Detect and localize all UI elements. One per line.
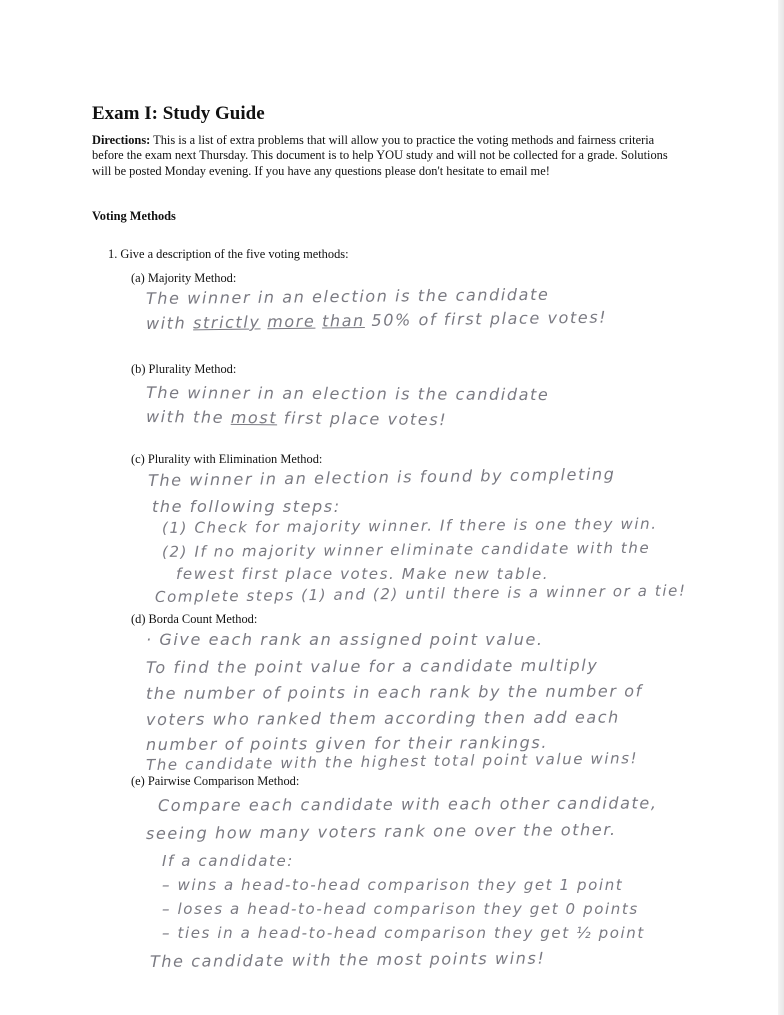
answer-c-line-5: fewest first place votes. Make new table. xyxy=(176,565,550,583)
answer-b-text-rest: first place votes! xyxy=(283,408,448,430)
answer-a-text-rest: 50% of first place votes! xyxy=(371,307,608,330)
answer-e-line-6: – ties in a head-to-head comparison they get ½ point xyxy=(162,924,645,942)
part-c-label: (c) Plurality with Elimination Method: xyxy=(131,452,323,466)
directions-label: Directions: xyxy=(92,133,151,147)
page-edge-shadow xyxy=(778,0,784,1015)
answer-e-line-2: seeing how many voters rank one over the other. xyxy=(145,819,617,843)
directions-paragraph xyxy=(92,133,682,179)
answer-e-line-1: Compare each candidate with each other candidate, xyxy=(157,793,658,815)
part-e-label: (e) Pairwise Comparison Method: xyxy=(131,774,300,788)
part-a-label: (a) Majority Method: xyxy=(131,271,237,285)
answer-d-line-6: The candidate with the highest total point value wins! xyxy=(145,749,639,774)
answer-d-line-2: To find the point value for a candidate multiply xyxy=(145,655,599,677)
answer-c-line-1: The winner in an election is found by completing xyxy=(147,464,616,490)
directions-text: This is a list of extra problems that will allow you to practice the voting methods and fairness criteria before the exam next Thursday. This document is to help YOU study and will not be collected for a grade. Solutions will be posted Monday evening. If you have any questions please don't hesitate to email me! xyxy=(92,133,668,178)
answer-e-line-3: If a candidate: xyxy=(162,852,294,870)
answer-a-text-with: with xyxy=(145,313,187,333)
part-b-label: (b) Plurality Method: xyxy=(131,362,237,376)
answer-a-text-more: more xyxy=(267,311,316,332)
page-title: Exam I: Study Guide xyxy=(92,103,265,124)
part-d-label: (d) Borda Count Method: xyxy=(131,612,258,626)
answer-b-line-2 xyxy=(146,407,447,429)
answer-d-line-5: number of points given for their rankings. xyxy=(145,732,549,754)
answer-d-line-1: · Give each rank an assigned point value. xyxy=(146,630,544,649)
answer-b-line-1: The winner in an election is the candidate xyxy=(145,383,550,405)
answer-d-line-4: voters who ranked them according then add each xyxy=(145,707,620,729)
answer-a-text-strictly: strictly xyxy=(192,312,261,333)
answer-a-text-than: than xyxy=(321,310,365,331)
answer-e-line-5: – loses a head-to-head comparison they get 0 points xyxy=(162,900,639,918)
answer-a-line-1: The winner in an election is the candidate xyxy=(145,284,550,308)
answer-a-line-2 xyxy=(146,308,607,333)
answer-b-text-most: most xyxy=(230,407,278,428)
answer-c-line-6: Complete steps (1) and (2) until there is a winner or a tie! xyxy=(154,581,687,606)
answer-c-line-3: (1) Check for majority winner. If there is one they win. xyxy=(161,514,658,537)
answer-b-text-with-the: with the xyxy=(145,407,225,427)
answer-c-line-2: the following steps: xyxy=(152,497,341,516)
answer-d-line-3: the number of points in each rank by the number of xyxy=(145,681,643,703)
answer-e-line-7: The candidate with the most points wins! xyxy=(149,948,546,971)
section-heading: Voting Methods xyxy=(92,209,176,223)
question-1: 1. Give a description of the five voting methods: xyxy=(108,247,349,261)
answer-c-line-4: (2) If no majority winner eliminate candidate with the xyxy=(161,538,651,561)
answer-e-line-4: – wins a head-to-head comparison they get 1 point xyxy=(162,876,624,894)
